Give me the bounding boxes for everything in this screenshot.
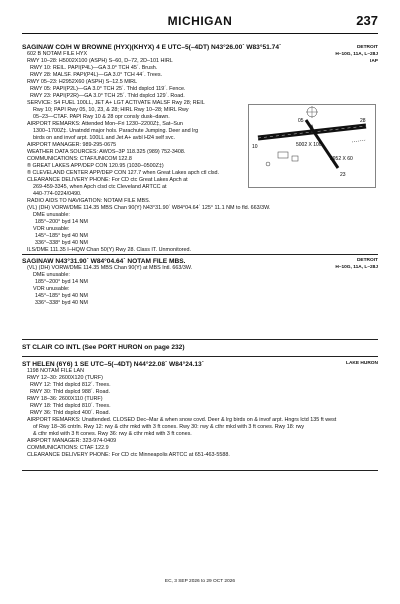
saginaw-co-line: Rwy 10; PAPI Rwy 05, 10, 23, & 28; HIRL Rwy 10–28; MIRL Rwy bbox=[33, 107, 189, 113]
saginaw-co-line: AIRPORT MANAGER: 989-295-0675 bbox=[27, 142, 117, 148]
saginaw-co-line: RWY 28: MALSF. PAPI(P4L)—GA 3.0° TCH 44´. Trees. bbox=[30, 72, 163, 78]
st-helen-line: AIRPORT MANAGER: 323-974-0409 bbox=[27, 438, 117, 444]
chart-ref-detroit-2: DETROIT bbox=[356, 258, 378, 263]
st-helen-line: RWY 36: Thld dsplcd 400´. Road. bbox=[30, 410, 111, 416]
chart-ref-iap: IAP bbox=[370, 59, 378, 64]
rwy-23-label: 23 bbox=[340, 172, 346, 178]
st-helen-line: AIRPORT REMARKS: Unattended. CLOSED Dec–Mar & when snow covd. Deer & lrg birds on & invof arpt. Hngrs lctd 135 ft west bbox=[27, 417, 337, 423]
saginaw-co-line: COMMUNICATIONS: CTAF/UNICOM 122.8 bbox=[27, 156, 132, 162]
saginaw-vor-line: VOR unusable: bbox=[33, 286, 70, 292]
saginaw-co-line: 05–23—CTAF. PAPI Rwy 10 & 28 opr consly dusk–dawn. bbox=[33, 114, 170, 120]
runway-cross-label: 2952 X 60 bbox=[330, 156, 353, 162]
st-helen-line: RWY 18–36: 2600X110 (TURF) bbox=[27, 396, 103, 402]
st-helen-line: of Rwy 18–36 cntrln. Rwy 12: rwy & cthr mkd with 3 ft cones. Rwy 30: rwy & cthr mkd with 3 ft cones. Rwy 18: rwy bbox=[33, 424, 305, 430]
saginaw-vor-line: 185°–200° byd 14 NM bbox=[35, 279, 88, 285]
saginaw-co-line: CLEARANCE DELIVERY PHONE: For CD ctc Great Lakes Apch at bbox=[27, 177, 188, 183]
saginaw-co-line: VOR unusable: bbox=[33, 226, 70, 232]
st-helen-line: RWY 18: Thld dsplcd 810´. Trees. bbox=[30, 403, 111, 409]
saginaw-co-line: WEATHER DATA SOURCES: AWOS–3P 118.325 (989) 752-3408. bbox=[27, 149, 186, 155]
saginaw-co-line: 269-459-3345, when Apch clsd ctc Cleveland ARTCC at bbox=[33, 184, 167, 190]
saginaw-co-line: RWY 10: REIL. PAPI(P4L)—GA 3.0° TCH 45´. Brush. bbox=[30, 65, 158, 71]
st-clair-line: ST CLAIR CO INTL (See PORT HURON on page 232) bbox=[22, 344, 185, 351]
saginaw-co-line: RWY 23: PAPI(P2R)—GA 3.0° TCH 25´. Thld dsplcd 129´. Road. bbox=[30, 93, 185, 99]
st-helen-line: RWY 30: Thld dsplcd 988´. Road. bbox=[30, 389, 111, 395]
st-helen-line: ST HELEN (6Y6) 1 SE UTC–5(–4DT) N44°22.08´ W84°24.13´ bbox=[22, 361, 204, 368]
divider-4 bbox=[22, 470, 378, 471]
state-title: MICHIGAN bbox=[167, 14, 233, 28]
saginaw-co-line: 602 B NOTAM FILE HYX bbox=[27, 51, 88, 57]
saginaw-co-line: ® GREAT LAKES APP/DEP CON 120.95 (1030–0500Z‡) bbox=[27, 163, 164, 169]
saginaw-co-line: SAGINAW CO/H W BROWNE (HYX)(KHYX) 4 E UTC–5(–4DT) N43°26.00´ W83°51.74´ bbox=[22, 44, 282, 51]
saginaw-co-line: 440-774-0224/0490. bbox=[33, 191, 82, 197]
footer-effective-dates: EC, 3 SEP 2026 to 29 OCT 2026 bbox=[164, 579, 236, 584]
page-number: 237 bbox=[356, 13, 378, 28]
saginaw-vor-line: SAGINAW N43°31.90´ W84°04.64´ NOTAM FILE MBS. bbox=[22, 258, 186, 265]
saginaw-vor-line: DME unusable: bbox=[33, 272, 70, 278]
saginaw-co-line: RWY 10–28: H5002X100 (ASPH) S–60, D–72, 2D–101 HIRL bbox=[27, 58, 173, 64]
saginaw-co-line: AIRPORT REMARKS: Attended Mon–Fri 1230–2200Z‡, Sat–Sun bbox=[27, 121, 183, 127]
saginaw-co-line: 185°–200° byd 14 NM bbox=[35, 219, 88, 225]
runway-main-label: 5002 X 100 bbox=[296, 142, 322, 148]
st-helen-line: CLEARANCE DELIVERY PHONE: For CD ctc Minneapolis ARTCC at 651-463-5588. bbox=[27, 452, 230, 458]
st-helen-line: & cthr mkd with 3 ft cones. Rwy 36: rwy & cthr mkd with 3 ft cones. bbox=[33, 431, 192, 437]
saginaw-vor-line: 336°–338° byd 40 NM bbox=[35, 300, 88, 306]
saginaw-co-line: 1300–1700Z‡. Unatndd major hols. Parachute Jumping. Deer and lrg bbox=[33, 128, 199, 134]
st-helen-line: 1198 NOTAM FILE LAN bbox=[27, 368, 85, 374]
saginaw-co-line: RWY 05–23: H2952X60 (ASPH) S–12.5 MIRL bbox=[27, 79, 138, 85]
saginaw-co-line: 145°–185° byd 40 NM bbox=[35, 233, 88, 239]
saginaw-co-line: DME unusable: bbox=[33, 212, 70, 218]
saginaw-vor-line: (VL) (DH) VORW/DME 114.35 MBS Chan 90(Y) at MBS Intl. 663/3W. bbox=[27, 265, 193, 271]
saginaw-co-line: RWY 05: PAPI(P2L)—GA 3.0° TCH 25´. Thld dsplcd 119´. Fence. bbox=[30, 86, 186, 92]
st-helen-line: COMMUNICATIONS: CTAF 122.9 bbox=[27, 445, 109, 451]
rwy-28-label: 28 bbox=[360, 118, 366, 124]
saginaw-co-line: 336°–338° byd 40 NM bbox=[35, 240, 88, 246]
saginaw-co-line: birds on and invof arpt. 100LL and Jet A+ avbl H24 self svc. bbox=[33, 135, 175, 141]
saginaw-co-line: ILS/DME 111.35 I–HQW Chan 50(Y) Rwy 28. Class IT. Unmonitored. bbox=[27, 247, 191, 253]
saginaw-co-line: SERVICE: S4 FUEL 100LL, JET A+ LGT ACTIVATE MALSF Rwy 28; REIL bbox=[27, 100, 205, 106]
rwy-10-label: 10 bbox=[252, 144, 258, 150]
saginaw-co-line: (VL) (DH) VORW/DME 114.35 MBS Chan 90(Y) N43°31.90´ W84°04.64´ 125° 11.1 NM to fld. 663/3W. bbox=[27, 205, 271, 211]
rwy-05-label: 05 bbox=[298, 118, 304, 124]
chart-ref-detroit: DETROIT bbox=[356, 45, 378, 50]
chart-ref-enroute-2: H–10G, 11A, L–28J bbox=[335, 265, 378, 270]
saginaw-co-line: ® CLEVELAND CENTER APP/DEP CON 127.7 when Great Lakes apch ctl clsd. bbox=[27, 170, 220, 176]
st-helen-line: RWY 12: Thld dsplcd 812´. Trees. bbox=[30, 382, 111, 388]
st-helen-line: RWY 12–30: 2600X120 (TURF) bbox=[27, 375, 103, 381]
chart-ref-enroute: H–10G, 11A, L–28J bbox=[335, 52, 378, 57]
saginaw-vor-line: 145°–185° byd 40 NM bbox=[35, 293, 88, 299]
chart-ref-lake-huron: LAKE HURON bbox=[346, 361, 378, 366]
saginaw-co-line: RADIO AIDS TO NAVIGATION: NOTAM FILE MBS. bbox=[27, 198, 151, 204]
